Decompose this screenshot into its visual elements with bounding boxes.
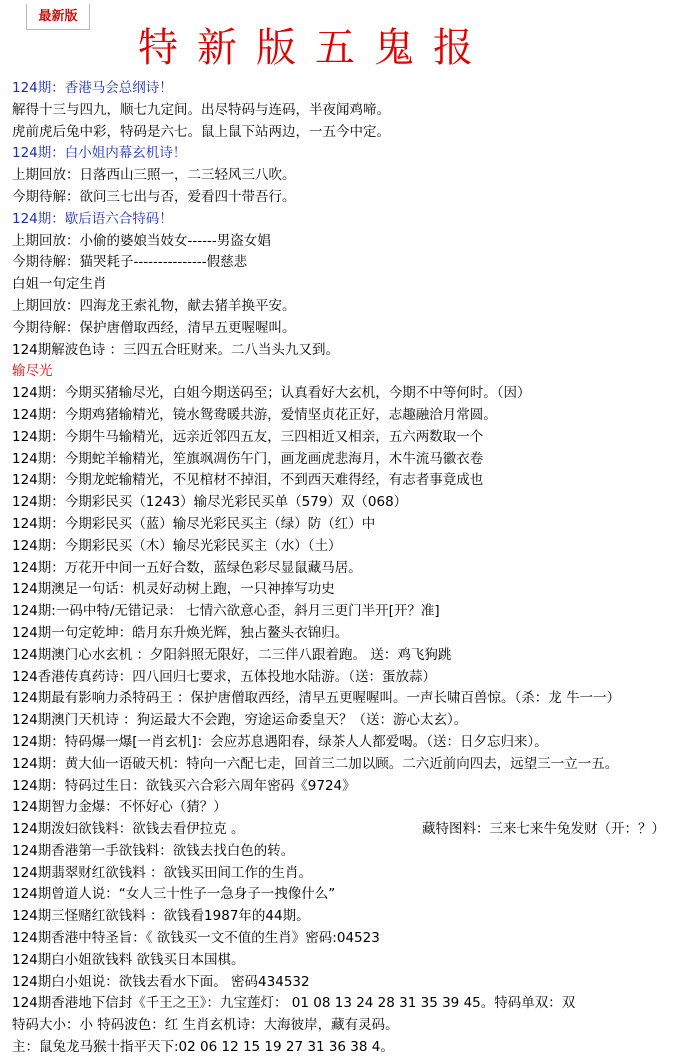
- text-line: [12, 863, 696, 885]
- text-line: [12, 754, 696, 776]
- text-line: [12, 100, 696, 122]
- text-line-content: 上期回放：小偷的婆娘当妓女------男盗女娼: [12, 232, 271, 249]
- text-line-content: 输尽光: [12, 363, 53, 380]
- text-line: [12, 993, 696, 1015]
- text-line: [12, 601, 696, 623]
- text-line: [12, 688, 696, 710]
- text-line-content: 124期澳门心水玄机 ：夕阳斜照无限好，二三伴八跟着跑。 送：鸡飞狗跳: [12, 646, 452, 663]
- text-line-content: 124期一句定乾坤：皓月东升焕光辉，独占鳌头衣锦归。: [12, 624, 349, 641]
- text-line: [12, 187, 696, 209]
- text-line-content: 124期白小姐欲钱料 欲钱买日本国棋。: [12, 951, 245, 968]
- text-line-content: 124期：今期牛马输精光，远亲近邻四五友，三四相近又相亲，五六两数取一个: [12, 428, 484, 445]
- text-line: [12, 732, 696, 754]
- text-line: [12, 427, 696, 449]
- text-line: [12, 623, 696, 645]
- text-line-content: 上期回放：四海龙王索礼物，献去猪羊换平安。: [12, 297, 296, 314]
- text-line: [12, 906, 696, 928]
- text-line-content: 124期：今期买猪输尽光，白姐今期送码至；认真看好大玄机，今期不中等何时。（因）: [12, 385, 531, 402]
- text-line-content: 124期：万花开中间一五好合数，蓝绿色彩尽显鼠藏马居。: [12, 559, 362, 576]
- text-line-content: 124期：今期彩民买（蓝）输尽光彩民买主（绿）防（红）中: [12, 515, 376, 532]
- text-line-content: 124期:一码中特/无错记录： 七情六欲意心歪，斜月三更门半开[开？准]: [12, 603, 440, 620]
- text-line-content: 124期智力金爆：不怀好心（猜？）: [12, 799, 227, 816]
- text-line-content: 124期最有影响力杀特码王 ：保护唐僧取西经，清早五更喔喔叫。一声长啸百兽惊。（杀：龙 牛一一）: [12, 690, 621, 707]
- text-line-content: 124期：今期彩民买（木）输尽光彩民买主（水）（土）: [12, 537, 342, 554]
- text-line: [12, 470, 696, 492]
- text-line: [12, 514, 696, 536]
- text-line: [12, 383, 696, 405]
- text-line-content: 124期：今期蛇羊输精光，笙旗飒凋伤午门，画龙画虎悲海月，木牛流马徽衣卷: [12, 450, 484, 467]
- text-line-content: 124期翡翠财红欲钱料 ：欲钱买田间工作的生肖。: [12, 864, 313, 881]
- text-line-content: 虎前虎后兔中彩，特码是六七。鼠上鼠下站两边，一五今中定。: [12, 123, 390, 140]
- text-line: [12, 536, 696, 558]
- text-line: [12, 928, 696, 950]
- text-line: [12, 972, 696, 994]
- text-line: [12, 143, 696, 165]
- text-line-content: 124期香港地下信封《千王之王》：九宝莲灯： 01 08 13 24 28 31 35 39 45。特码单双：双: [12, 995, 576, 1012]
- text-line: [12, 1037, 696, 1059]
- text-line-content: 124期香港第一手欲钱料：欲钱去找白色的转。: [12, 842, 295, 859]
- text-line: [12, 667, 696, 689]
- text-line: [12, 252, 696, 274]
- text-line: [12, 884, 696, 906]
- text-line: [12, 274, 696, 296]
- text-line-content: 124期：黄大仙一语破天机：特向一六配七走，回首三二加以顾。二六近前向四去，远望三一立一五。: [12, 755, 619, 772]
- text-line-content: 124期澳足一句话：机灵好动树上跑，一只神捧写功史: [12, 581, 335, 598]
- content-lines: [12, 78, 696, 1059]
- text-line: [12, 78, 696, 100]
- text-line-content: 124期澳门天机诗 ：狗运最大不会跑，穷途运命委皇天？（送：游心太玄）。: [12, 712, 468, 729]
- text-line: [12, 1015, 696, 1037]
- text-line: [12, 950, 696, 972]
- text-line: [12, 361, 696, 383]
- text-line-content: 124期：今期龙蛇输精光，不见棺材不掉泪，不到西天难得经，有志者事竟成也: [12, 472, 484, 489]
- text-line-content: 124期：歇后语六合特码！: [12, 210, 173, 227]
- text-line: [12, 841, 696, 863]
- text-line-content: 124期：香港马会总纲诗！: [12, 80, 173, 96]
- text-line-right: 藏特图料：三来七来牛兔发财（开：？）: [422, 821, 665, 838]
- text-line-content: 今期待解：欲问三七出与否，爱看四十带吾行。: [12, 188, 296, 205]
- text-line-content: 今期待解：猫哭耗子---------------假慈悲: [12, 254, 248, 271]
- text-line-content: 上期回放：日落西山三照一，二三轻风三八吹。: [12, 167, 296, 184]
- text-line: [12, 579, 696, 601]
- text-line: [12, 819, 696, 841]
- latest-version-badge: 最新版: [26, 4, 90, 30]
- text-line-content: 124期白小姐说：欲钱去看水下面。 密码434532: [12, 973, 310, 990]
- text-line: [12, 231, 696, 253]
- text-line: [12, 776, 696, 798]
- text-line-content: 124期香港中特圣旨：《 欲钱买一文不值的生肖》密码:04523: [12, 930, 380, 947]
- text-line-content: 今期待解：保护唐僧取西经，清早五更喔喔叫。: [12, 319, 296, 336]
- text-line-content: 124期：特码过生日：欲钱买六合彩六周年密码《9724》: [12, 777, 356, 794]
- text-line-content: 白姐一句定生肖: [12, 276, 107, 293]
- text-line-content: 124期三怪赌红欲钱料 ：欲钱看1987年的44期。: [12, 908, 310, 925]
- text-line-content: 124期泼妇欲钱料：欲钱去看伊拉克 。: [12, 821, 245, 838]
- text-line-content: 124香港传真药诗：四八回归七要求，五体投地水陆游。（送：蛋放蒜）: [12, 668, 437, 685]
- text-line-content: 解得十三与四九，顺七九定间。出尽特码与连码，半夜闻鸡啼。: [12, 101, 390, 118]
- text-line: [12, 797, 696, 819]
- text-line-content: 特码大小：小 特码波色：红 生肖玄机诗：大海彼岸，藏有灵码。: [12, 1017, 399, 1034]
- text-line-content: 124期：今期彩民买（1243）输尽光彩民买单（579）双（068）: [12, 494, 408, 511]
- text-line: [12, 296, 696, 318]
- text-line: [12, 165, 696, 187]
- text-line-content: 主：鼠兔龙马猴十指平天下:02 06 12 15 19 27 31 36 38 4。: [12, 1039, 394, 1056]
- text-line: [12, 449, 696, 471]
- text-line: [12, 558, 696, 580]
- text-line: [12, 318, 696, 340]
- page-title: 特新版五鬼报: [138, 25, 492, 71]
- text-line-content: 124期：特码爆一爆[一肖玄机]：会应苏息遇阳春，绿茶人人都爱喝。（送：日夕忘归来）。: [12, 733, 548, 750]
- text-line: [12, 340, 696, 362]
- text-line: [12, 710, 696, 732]
- text-line: [12, 122, 696, 144]
- text-line-content: 124期解波色诗 ：三四五合旺财来。二八当头九又到。: [12, 341, 340, 358]
- text-line: [12, 492, 696, 514]
- text-line: [12, 645, 696, 667]
- text-line-content: 124期：白小姐内幕玄机诗！: [12, 145, 187, 162]
- text-line-content: 124期：今期鸡猪输精光，镜水鸳鸯暖共游，爱情坚贞花正好，志趣融洽月常圆。: [12, 406, 497, 423]
- text-line: [12, 405, 696, 427]
- text-line-content: 124期曾道人说：“女人三十性子一急身子一拽像什么”: [12, 886, 336, 903]
- text-line: [12, 209, 696, 231]
